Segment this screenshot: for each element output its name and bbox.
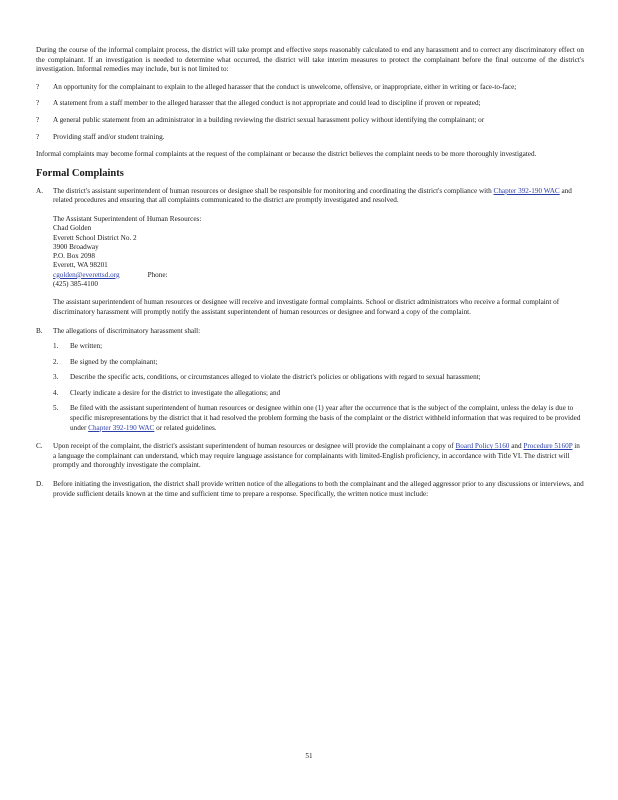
bullet-marker: ?: [36, 132, 40, 141]
item-number: 3.: [53, 373, 59, 382]
list-item: [36, 83, 584, 93]
address-line: The Assistant Superintendent of Human Resources:: [53, 214, 202, 223]
phone-number: (425) 385-4100: [53, 280, 98, 289]
list-item-text: A statement from a staff member to the alleged harasser that the alleged conduct is not appropriate and could lead to discipline if proven or repeated;: [53, 99, 481, 108]
list-item-text: Describe the specific acts, conditions, or circumstances alleged to violate the district's policies or obligations with regard to sexual harassment;: [70, 373, 481, 382]
bullet-marker: ?: [36, 115, 40, 124]
bullet-marker: ?: [36, 82, 40, 91]
section-a-closing: The assistant superintendent of human resources or designee will receive and investigate formal complaints. School or district administrators who receive a formal complaint of discriminatory harassment will promptly notify the assistant superintendent of human resources or designee and forward a copy of the complaint.: [53, 298, 560, 316]
text-run: in a language the complainant can understand, which may require language assistance for complainants with limited-English proficiency, in accordance with Title VI. The district will promptly and thoroughly investigate the complaint.: [53, 442, 580, 470]
section-d: [36, 480, 584, 499]
item-number: 2.: [53, 357, 59, 366]
list-item: [36, 116, 584, 126]
list-item: [53, 373, 584, 383]
text-run: The district's assistant superintendent of human resources or designee shall be responsible for monitoring and coordinating the district's compliance with: [53, 186, 494, 195]
item-number: 4.: [53, 388, 59, 397]
list-item: [36, 133, 584, 143]
section-letter: A.: [36, 186, 43, 195]
bullet-marker: ?: [36, 99, 40, 108]
text-run: Upon receipt of the complaint, the district's assistant superintendent of human resources or designee will provide the complainant a copy of: [53, 442, 456, 451]
page-number: 51: [305, 752, 313, 760]
address-line: 3900 Broadway: [53, 242, 99, 251]
list-item: [53, 404, 584, 433]
section-a: [36, 187, 584, 318]
list-item: [53, 358, 584, 368]
intro-paragraph: During the course of the informal complaint process, the district will take prompt and effective steps reasonably calculated to end any harassment and to correct any discriminatory effect on the complainant. If an investigation is needed to determine what occurred, the district will take interim measures to protect the complainant before the final outcome of the district's investigation. Informal remedies may include, but is not limited to:: [36, 46, 584, 74]
address-line: P.O. Box 2098: [53, 252, 95, 261]
list-item-text: Be signed by the complainant;: [70, 357, 158, 366]
text-run: and related procedures and ensuring that all complaints communicated to the district are promptly investigated and resolved.: [53, 186, 572, 205]
document-page: [36, 46, 584, 508]
section-c: [36, 442, 584, 471]
informal-complaints-paragraph: Informal complaints may become formal complaints at the request of the complainant or because the district believes the complaint needs to be more thoroughly investigated.: [36, 150, 537, 159]
section-heading: Formal Complaints: [36, 167, 124, 179]
phone-label: Phone:: [147, 270, 168, 279]
contact-address: [53, 215, 584, 289]
section-d-text: Before initiating the investigation, the district shall provide written notice of the allegations to both the complainant and the alleged aggressor prior to any discussions or interviews, and provide sufficient details known at the time and sufficient time to prepare a response. Specifically, the written notice must include:: [53, 480, 584, 498]
section-c-text: [53, 442, 584, 471]
address-line: Everett, WA 98201: [53, 261, 108, 270]
informal-remedies-list: [36, 83, 584, 142]
section-b: [36, 327, 584, 434]
text-run: and: [509, 442, 524, 451]
address-line: Everett School District No. 2: [53, 233, 137, 242]
board-policy-link[interactable]: Board Policy 5160: [455, 442, 510, 451]
list-item: [53, 389, 584, 399]
wac-link[interactable]: Chapter 392-190 WAC: [88, 423, 155, 432]
list-item: [53, 342, 584, 352]
list-item-text: Providing staff and/or student training.: [53, 132, 165, 141]
email-phone-line: [53, 271, 584, 280]
wac-link[interactable]: Chapter 392-190 WAC: [493, 186, 560, 195]
list-item-text: A general public statement from an administrator in a building reviewing the district sexual harassment policy without identifying the complainant; or: [53, 115, 485, 124]
list-item-text: Be written;: [70, 342, 103, 351]
text-run: or related guidelines.: [154, 423, 217, 432]
procedure-link[interactable]: Procedure 5160P: [523, 442, 573, 451]
list-item-text: Clearly indicate a desire for the district to investigate the allegations; and: [70, 388, 281, 397]
text-run: Be filed with the assistant superintendent of human resources or designee within one (1) year after the occurrence that is the subject of the complaint, unless the delay is due to specific misrepresentations by the district that it had resolved the problem forming the basis of the complaint or the district withheld information that was required to be provided under: [70, 404, 581, 432]
item-number: 1.: [53, 342, 59, 351]
address-line: Chad Golden: [53, 224, 92, 233]
section-letter: D.: [36, 480, 43, 489]
email-link[interactable]: cgolden@everettsd.org: [53, 270, 120, 279]
section-b-intro: The allegations of discriminatory harassment shall:: [53, 326, 201, 335]
list-item-text: An opportunity for the complainant to explain to the alleged harasser that the conduct is unwelcome, offensive, or inappropriate, either in writing or face-to-face;: [53, 82, 517, 91]
list-item: [36, 99, 584, 109]
item-number: 5.: [53, 404, 59, 413]
section-letter: B.: [36, 326, 43, 335]
section-a-text: [53, 187, 584, 206]
section-letter: C.: [36, 442, 43, 451]
